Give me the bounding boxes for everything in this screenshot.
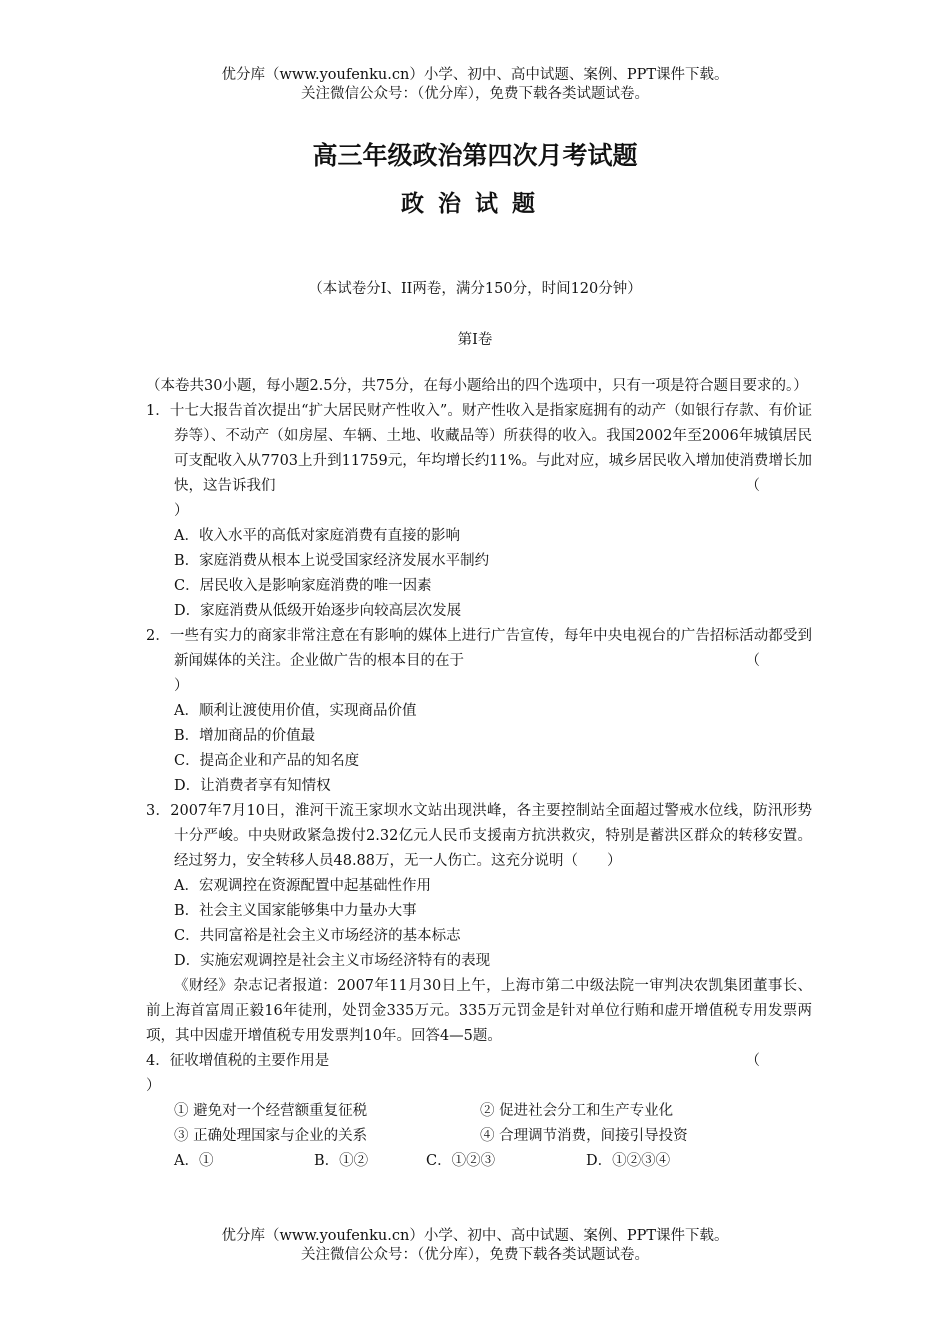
question-3-option-a: A．宏观调控在资源配置中起基础性作用: [174, 878, 431, 894]
question-4-items-row-2: [146, 1124, 812, 1149]
question-1-paren-close: ）: [174, 503, 189, 519]
question-2-option-a: A．顺利让渡使用价值，实现商品价值: [174, 703, 417, 719]
question-3-option-d: D．实施宏观调控是社会主义市场经济特有的表现: [174, 953, 491, 969]
question-3-stem: 3．2007年7月10日，淮河干流王家坝水文站出现洪峰，各主要控制站全面超过警戒水位线，防汛形势十分严峻。中央财政紧急拨付2.32亿元人民币支援南方抗洪救灾，特别是蓄洪区群众的转移安置。经过努力，安全转移人员48.88万，无一人伤亡。这充分说明（ ）: [146, 803, 812, 869]
question-1-option-c: C．居民收入是影响家庭消费的唯一因素: [174, 578, 432, 594]
page-title: 高三年级政治第四次月考试题: [312, 141, 638, 170]
question-4-option-a: A．①: [174, 1153, 214, 1169]
question-3-option-c: C．共同富裕是社会主义市场经济的基本标志: [174, 928, 461, 944]
exam-info: （本试卷分I、II两卷，满分150分，时间120分钟）: [308, 281, 642, 297]
question-4-stem-row: [146, 1049, 812, 1074]
question-4-item-2: ② 促进社会分工和生产专业化: [480, 1103, 674, 1119]
footer-line-2: 关注微信公众号：（优分库），免费下载各类试题试卷。: [301, 1247, 649, 1263]
question-1-option-a: A．收入水平的高低对家庭消费有直接的影响: [174, 528, 460, 544]
question-4-stem: 4．征收增值税的主要作用是: [146, 1053, 330, 1069]
question-4-option-c: C．①②③: [426, 1153, 496, 1169]
page-subtitle: 政治试题: [401, 190, 549, 217]
question-2-paren-close: ）: [174, 678, 189, 694]
question-4-item-1: ① 避免对一个经营额重复征税: [174, 1103, 368, 1119]
instructions: （本卷共30小题，每小题2.5分，共75分，在每小题给出的四个选项中，只有一项是符合题目要求的。）: [146, 378, 808, 394]
part-label: 第I卷: [457, 332, 493, 348]
question-4-item-4: ④ 合理调节消费，间接引导投资: [480, 1128, 688, 1144]
question-2-option-d: D．让消费者享有知情权: [174, 778, 331, 794]
question-1-option-b: B．家庭消费从根本上说受国家经济发展水平制约: [174, 553, 490, 569]
question-2-stem: 2．一些有实力的商家非常注意在有影响的媒体上进行广告宣传，每年中央电视台的广告招标活动都受到新闻媒体的关注。企业做广告的根本目的在于: [146, 628, 812, 669]
question-1-option-d: D．家庭消费从低级开始逐步向较高层次发展: [174, 603, 462, 619]
question-4-item-3: ③ 正确处理国家与企业的关系: [174, 1128, 368, 1144]
question-2-option-b: B．增加商品的价值最: [174, 728, 316, 744]
header-line-1: 优分库（www.youfenku.cn）小学、初中、高中试题、案例、PPT课件下载。: [221, 67, 729, 83]
header-line-2: 关注微信公众号：（优分库），免费下载各类试题试卷。: [301, 86, 649, 102]
question-section: [146, 374, 812, 1174]
question-4-paren-open: （: [745, 1053, 760, 1069]
question-1-paren-open: （: [745, 478, 760, 494]
question-4-paren-close: ）: [146, 1078, 161, 1094]
question-4-options: [146, 1149, 812, 1174]
question-4-items-row-1: [146, 1099, 812, 1124]
question-2-paren-open: （: [745, 653, 760, 669]
question-3-option-b: B．社会主义国家能够集中力量办大事: [174, 903, 417, 919]
question-1-stem: 1．十七大报告首次提出“扩大居民财产性收入”。财产性收入是指家庭拥有的动产（如银行存款、有价证券等）、不动产（如房屋、车辆、土地、收藏品等）所获得的收入。我国2002年至2006年城镇居民可支配收入从7703上升到11759元，年均增长约11%。与此对应，城乡居民收入增加使消费增长加快，这告诉我们: [146, 403, 812, 494]
question-4-option-b: B．①②: [314, 1153, 369, 1169]
question-4-option-d: D．①②③④: [586, 1153, 671, 1169]
reading-passage: 《财经》杂志记者报道：2007年11月30日上午，上海市第二中级法院一审判决农凯集团董事长、前上海首富周正毅16年徒刑，处罚金335万元。335万元罚金是针对单位行贿和虚开增值税专用发票两项，其中因虚开增值税专用发票判10年。回答4—5题。: [146, 978, 812, 1044]
footer-line-1: 优分库（www.youfenku.cn）小学、初中、高中试题、案例、PPT课件下载。: [221, 1228, 729, 1244]
question-2-option-c: C．提高企业和产品的知名度: [174, 753, 360, 769]
